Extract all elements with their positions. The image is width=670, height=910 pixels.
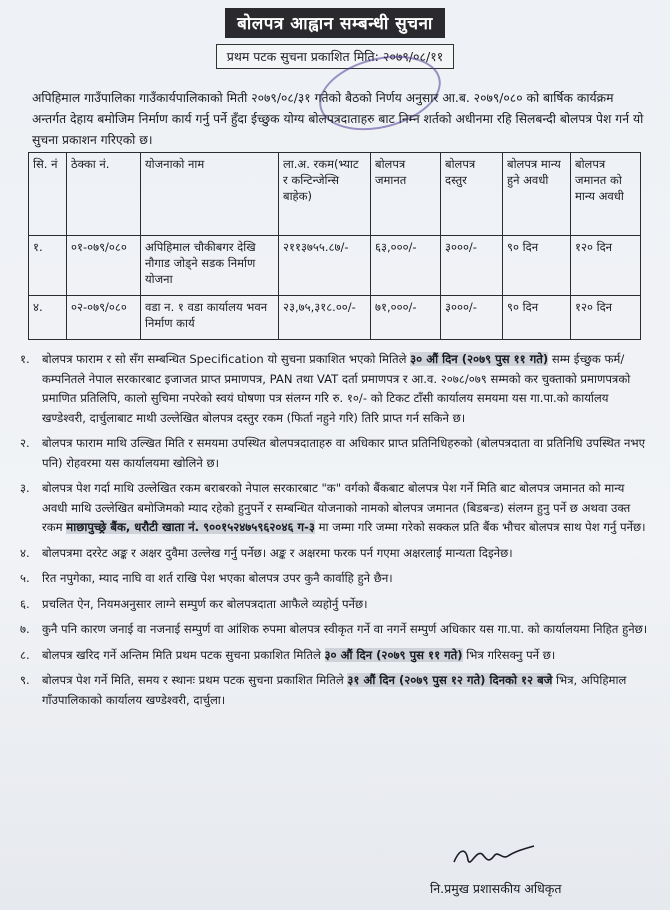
cell-security-validity: १२० दिन xyxy=(571,236,641,296)
cell-fee: ३०००/- xyxy=(441,296,503,340)
note-number: ७. xyxy=(20,622,30,636)
cell-validity: ९० दिन xyxy=(503,296,571,340)
list-item xyxy=(20,434,650,473)
note-highlight: ३१ औं दिन (२०७९ पुस १२ गते) दिनको १२ बजे xyxy=(347,673,553,687)
signer-title: नि.प्रमुख प्रशासकीय अधिकृत xyxy=(430,881,562,896)
col-sn: सि. नं xyxy=(29,153,67,236)
subtitle-wrap xyxy=(0,44,670,69)
note-text: प्रचलित ऐन, नियमअनुसार लाग्ने सम्पुर्ण कर बोलपत्रदाता आफैले व्यहोर्नु पर्नेछ। xyxy=(42,596,368,611)
col-name: योजनाको नाम xyxy=(141,153,279,236)
title-wrap xyxy=(0,0,670,38)
note-number: ३. xyxy=(20,481,30,495)
note-number: ५. xyxy=(20,571,30,585)
cell-sn: १. xyxy=(29,236,67,296)
note-text-part: भित्र, अपिहिमाल गाँउपालिकाको कार्यालय खण्डेश्वरी, दार्चुला। xyxy=(42,673,627,707)
col-validity: बोलपत्र मान्य हुने अवधी xyxy=(503,153,571,236)
note-text-part: बोलपत्र खरिद गर्ने अन्तिम मिति प्रथम पटक सुचना प्रकाशित मितिले xyxy=(42,647,325,662)
cell-security-validity: १२० दिन xyxy=(571,296,641,340)
note-text-part: सम्म ईच्छुक फर्म/कम्पनितले नेपाल सरकारबाट इजाजत प्राप्त प्रमाणपत्र, PAN तथा VAT दर्ता प्रमाणपत्र र आ.व. २०७८/०७९ सम्मको कर चुक्ताको प्रमाणपत्रको प्रमाणित प्रतिलिपि, कालो सुचिमा नपरेको स्वयं घोषणा पत्र संलग्न गरि रु. १०/- को टिकट टाँसी कार्यालय समयमा यस गा.पा.को कार्यालय खण्डेश्वरी, दार्चुलाबाट माथी उल्लेखित बोलपत्र दस्तुर रकम (फिर्ता नहुने गरि) तिरि प्राप्त गर्न सकिने छ। xyxy=(42,352,631,425)
note-text-part: बोलपत्र फाराम र सो सँग सम्बन्धित Specification यो सुचना प्रकाशित भएको मितिले xyxy=(42,352,411,366)
note-text-part: भित्र गरिसक्नु पर्ने छ। xyxy=(462,647,556,662)
note-highlight: ३० औं दिन (२०७९ पुस ११ गते) xyxy=(324,647,463,662)
note-number: ४. xyxy=(20,545,30,560)
list-item xyxy=(20,350,650,428)
note-number: ६. xyxy=(20,596,30,611)
list-item xyxy=(20,620,650,640)
note-text: बोलपत्र फाराम माथि उल्खित मिति र समयमा उपस्थित बोलपत्रदाताहरु वा अधिकार प्राप्त प्रतिनिधिहरुको (बोलपत्रदाता वा प्रतिनिधि उपस्थित नभए पनि) रोहवरमा यस कार्यालयमा खोलिने छ। xyxy=(42,436,646,470)
note-number: ८. xyxy=(20,647,30,662)
note-text xyxy=(42,671,650,710)
cell-sn: ४. xyxy=(29,296,67,340)
table-row xyxy=(29,296,641,340)
note-text xyxy=(42,350,650,428)
intro-paragraph: अपिहिमाल गाउँपालिका गाउँकार्यपालिकाको मिती २०७९/०८/३१ गतेको बैठको निर्णय अनुसार आ.ब. २०७९/०८० को बार्षिक कार्यक्रम अन्तर्गत देहाय बमोजिम निर्माण कार्य गर्नु पर्ने हुँदा ईच्छुक योग्य बोलपत्रदाताहरु बाट निम्न शर्तको अधीनमा रहि सिलबन्दी बोलपत्र पेश गर्न यो सुचना प्रकाशन गरिएको छ। xyxy=(32,91,644,147)
cell-amount: २३,७५,३१८.००/- xyxy=(279,296,371,340)
conditions-list xyxy=(20,350,650,716)
list-item xyxy=(20,569,650,589)
note-highlight: माछापुच्छ्रे बैंक, धरौटी खाता नं. ९००१५२४७५९६२०४६ ग-३ xyxy=(66,520,315,534)
publish-date: प्रथम पटक सुचना प्रकाशित मिति: २०७९/०८/११ xyxy=(216,44,455,69)
list-item xyxy=(20,544,650,564)
note-text xyxy=(42,646,650,666)
col-fee: बोलपत्र दस्तुर xyxy=(441,153,503,236)
note-text: बोलपत्रमा दररेट अङ्क र अक्षर दुवैमा उल्लेख गर्नु पर्नेछ। अङ्क र अक्षरमा फरक पर्न गएमा अक्षरलाई मान्यता दिइनेछ। xyxy=(42,545,513,560)
note-text xyxy=(42,479,650,538)
cell-name: वडा न. १ वडा कार्यालय भवन निर्माण कार्य xyxy=(141,296,279,340)
list-item xyxy=(20,479,650,538)
table-header-row xyxy=(29,153,641,236)
cell-amount: २११३७५५.८७/- xyxy=(279,236,371,296)
notice-title: बोलपत्र आह्वान सम्बन्धी सुचना xyxy=(225,8,445,38)
tender-table xyxy=(28,152,641,340)
col-bid-security: बोलपत्र जमानत xyxy=(371,153,441,236)
note-number: २. xyxy=(20,436,30,450)
note-text: कुनै पनि कारण जनाई वा नजनाई सम्पुर्ण वा आंशिक रुपमा बोलपत्र स्वीकृत गर्ने वा नगर्ने सम्पुर्ण अधिकार यस गा.पा. को कार्यालयमा निहित हुनेछ। xyxy=(42,622,648,636)
list-item xyxy=(20,595,650,615)
col-contract: ठेक्का नं. xyxy=(67,153,141,236)
col-security-validity: बोलपत्र जमानत को मान्य अवधी xyxy=(571,153,641,236)
cell-name: अपिहिमाल चौकीबगर देखि नौगाड जोड्ने सडक निर्माण योजना xyxy=(141,236,279,296)
table-row xyxy=(29,236,641,296)
cell-validity: ९० दिन xyxy=(503,236,571,296)
note-highlight: ३० औं दिन (२०७९ पुस ११ गते) xyxy=(410,352,549,366)
col-amount: ला.अ. रकम(भ्याट र कन्टिन्जेन्सि बाहेक) xyxy=(279,153,371,236)
cell-contract: ०२-०७९/०८० xyxy=(67,296,141,340)
note-number: १. xyxy=(20,352,30,366)
list-item xyxy=(20,646,650,666)
cell-contract: ०१-०७९/०८० xyxy=(67,236,141,296)
note-text: रित नपुगेका, म्याद नाघि वा शर्त राखि पेश भएका बोलपत्र उपर कुनै कार्वाहि हुने छैन। xyxy=(42,571,393,585)
cell-fee: ३०००/- xyxy=(441,236,503,296)
cell-bid-security: ६३,०००/- xyxy=(371,236,441,296)
list-item xyxy=(20,671,650,710)
signature-icon xyxy=(450,838,540,872)
note-text-part: बोलपत्र पेश गर्ने मिति, समय र स्थानः प्रथम पटक सुचना प्रकाशित मितिले xyxy=(42,673,348,687)
note-number: ९. xyxy=(20,673,30,687)
cell-bid-security: ७१,०००/- xyxy=(371,296,441,340)
note-text-part: बोलपत्र पेश गर्दा माथि उल्लेखित रकम बराबरको नेपाल सरकारबाट "क" वर्गको बैंकबाट बोलपत्र पेश गर्ने मिति बाट बोलपत्र जमानत को मान्य अवधी माथि उल्लेखित बमोजिमको म्याद रहेको हुनुपर्ने र सम्बन्धित योजनाको नामको बोलपत्र जमानत (बिडबन्ड) संलग्न हुनु पर्ने छ अथवा उक्त रकम xyxy=(42,481,631,534)
note-text-part: मा जम्मा गरि जम्मा गरेको सक्कल प्रति बैंक भौचर बोलपत्र साथ पेश गर्नु पर्नेछ। xyxy=(314,520,646,534)
